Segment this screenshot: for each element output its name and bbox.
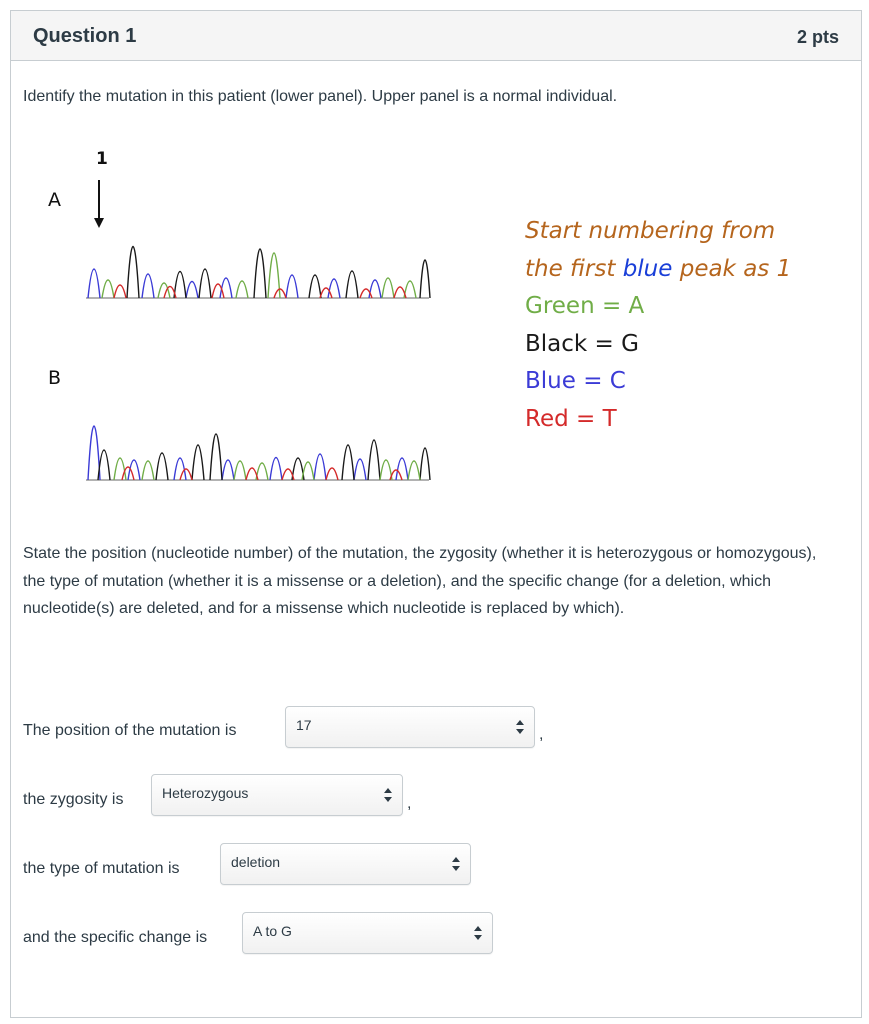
question-title: Question 1 [33,25,137,47]
select-arrows-icon [452,856,460,872]
chromatogram-image [24,140,504,490]
select-arrows-icon [516,719,524,735]
legend-black: Black = G [525,330,639,357]
type-select-value: deletion [231,854,281,870]
select-arrows-icon [474,925,482,941]
type-label: the type of mutation is [23,860,180,877]
legend-green: Green = A [525,293,645,319]
legend-red: Red = T [525,405,617,432]
question-header [11,11,861,61]
question-prompt: Identify the mutation in this patient (lower panel). Upper panel is a normal individual. [23,88,618,105]
marker-number: 1 [96,149,108,169]
legend-line-2 [525,251,791,289]
arrowhead-icon [94,218,104,228]
trace-panel-a [86,247,430,299]
position-select[interactable] [285,706,535,748]
zygosity-trail: , [407,795,412,812]
panel-b-label: B [48,367,62,389]
select-arrows-icon [384,787,392,803]
legend-blue-word: blue [622,255,673,282]
legend-line-1: Start numbering from [525,218,776,244]
color-legend [525,213,791,438]
question-points: 2 pts [796,27,839,47]
change-label: and the specific change is [23,929,208,946]
position-trail: , [539,726,544,743]
type-select[interactable] [220,843,471,885]
zygosity-select[interactable] [151,774,403,816]
zygosity-label: the zygosity is [23,791,124,808]
position-select-value: 17 [296,717,312,733]
zygosity-select-value: Heterozygous [162,785,249,801]
change-select-value: A to G [253,923,292,939]
legend-blue: Blue = C [525,368,626,394]
legend-line-2-pre: the first [525,255,623,282]
instructions-text: State the position (nucleotide number) of the mutation, the zygosity (whether it is heterozygous or homozygous), the type of mutation (whether it is a missense or a deletion), and the specific change (for a deletion, which nucleotide(s) are deleted, and for a missense which nucleotide is replaced by which). [23,545,817,618]
trace-panel-b [86,426,430,480]
legend-line-2-post: peak as 1 [672,255,792,282]
chromatogram-figure [24,140,824,500]
panel-a-label: A [48,189,61,211]
change-select[interactable] [242,912,493,954]
position-label: The position of the mutation is [23,722,237,739]
